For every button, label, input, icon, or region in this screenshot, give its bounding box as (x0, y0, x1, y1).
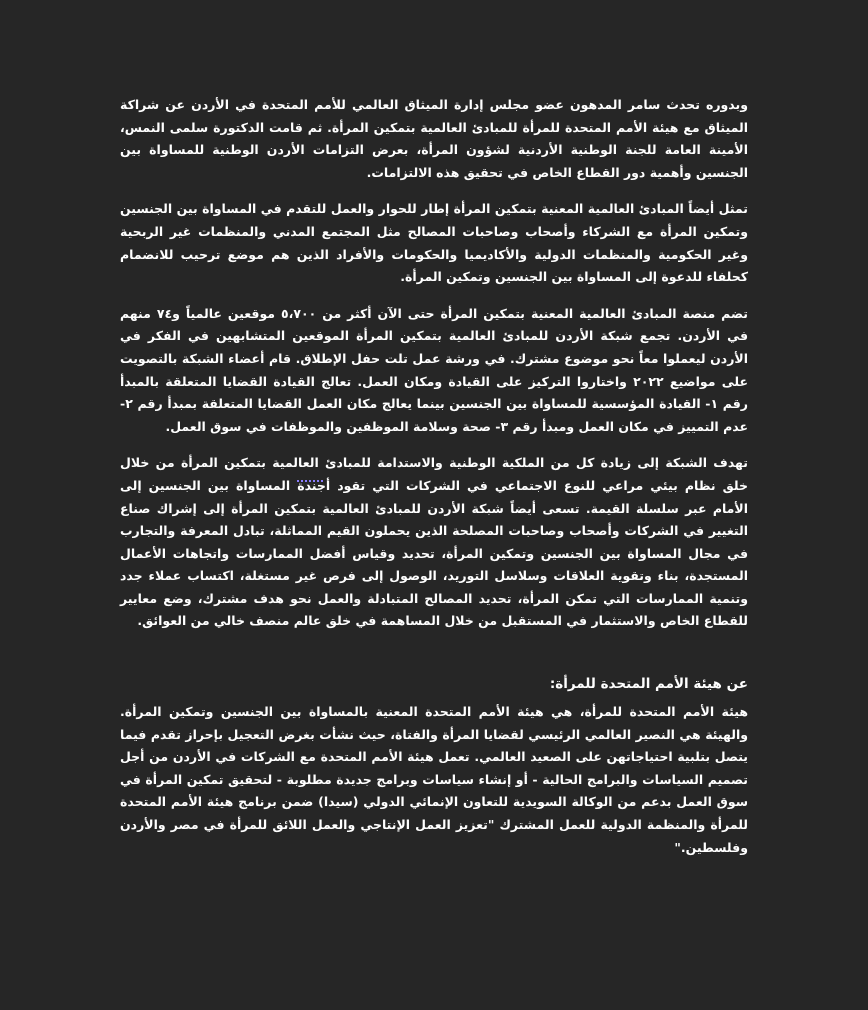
about-heading: عن هيئة الأمم المتحدة للمرأة: (549, 676, 748, 693)
section-spacer (120, 633, 748, 673)
paragraph-network-goals-end: المساواة بين الجنسين إلى الأمام عبر سلسلة القيمة. تسعى أيضاً شبكة الأردن للمبادئ العالمية بتمكين المرأة إلى إشراك صناع التغيير في الشركات وأصحاب وصاحبات المصلحة الذين يحملون القيم المماثلة، تبادل المعرفة والتجارب في مجال المساواة بين الجنسين وتمكين المرأة، تحديد وقياس أفضل الممارسات واتجاهات الأعمال المستجدة، بناء وتقوية العلاقات وسلاسل التوريد، الوصول إلى فرص غير مستغلة، اكتساب عملاء جدد وتنمية الممارسات التي تمكن المرأة، تحديد المصالح المتبادلة والعمل نحو هدف مشترك، وضع معايير للقطاع الخاص والاستثمار في المستقبل من خلال المساهمة في خلق عالم منصف خالي من العوائق. (120, 477, 748, 629)
about-paragraph: هيئة الأمم المتحدة للمرأة، هي هيئة الأمم المتحدة المعنية بالمساواة بين الجنسين وتمكين المرأة. والهيئة هي النصير العالمي الرئيسي لقضايا المرأة والفتاة، حيث نشأت بغرض التعجيل بإحراز تقدم فيما يتصل بتلبية احتياجاتهن على الصعيد العالمي. تعمل هيئة الأمم المتحدة مع الشركات في الأردن من أجل تصميم السياسات والبرامج الحالية - أو إنشاء سياسات وبرامج جديدة مطلوبة - لتحقيق تمكين المرأة في سوق العمل بدعم من الوكالة السويدية للتعاون الإنمائي الدولي (سيدا) ضمن برنامج هيئة الأمم المتحدة للمرأة والمنظمة الدولية للعمل المشترك "تعزيز العمل الإنتاجي والعمل اللائق للمرأة في مصر والأردن وفلسطين." (120, 704, 748, 855)
paragraph-speakers: وبدوره تحدث سامر المدهون عضو مجلس إدارة الميثاق العالمي للأمم المتحدة في الأردن عن شراكة الميثاق مع هيئة الأمم المتحدة للمرأة للمبادئ العالمية بتمكين المرأة. ثم قامت الدكتورة سلمى النمس، الأمينة العامة للجنة الوطنية الأردنية لشؤون المرأة، بعرض التزامات الأردن الوطنية للمساواة بين الجنسين وأهمية دور القطاع الخاص في تحقيق هذه الالتزامات. (120, 97, 748, 180)
paragraph-network-goals (120, 452, 748, 633)
spellcheck-marked-word[interactable]: أجندة (297, 477, 331, 493)
paragraph-platform-stats: تضم منصة المبادئ العالمية المعنية بتمكين المرأة حتى الآن أكثر من ٥،٧٠٠ موقعين عالمياً و٧٤ منهم في الأردن. تجمع شبكة الأردن للمبادئ العالمية بتمكين المرأة الموقعين المتشابهين في الفكر في الأردن ليعملوا معاً نحو موضوع مشترك. في ورشة عمل تلت حفل الإطلاق. قام أعضاء الشبكة بالتصويت على مواضيع ٢٠٢٢ واختاروا التركيز على القيادة ومكان العمل. تعالج القيادة القضايا المتعلقة بالمبدأ رقم ١- القيادة المؤسسية للمساواة بين الجنسين بينما يعالج مكان العمل القضايا المتعلقة بمبدأ رقم ٢- عدم التمييز في مكان العمل ومبدأ رقم ٣- صحة وسلامة الموظفين والموظفات في سوق العمل. (120, 305, 748, 434)
paragraph-network-goals-start: تهدف الشبكة إلى زيادة كل من الملكية الوطنية والاستدامة للمبادئ العالمية بتمكين المرأة من خلال خلق نظام بيئي مراعي للنوع الاجتماعي في الشركات التي تقود (120, 455, 748, 493)
paragraph-weps-framework: تمثل أيضاً المبادئ العالمية المعنية بتمكين المرأة إطار للحوار والعمل للتقدم في المساواة بين الجنسين وتمكين المرأة مع الشركاء وأصحاب وصاحبات المصالح مثل المجتمع المدني والمنظمات غير الربحية وغير الحكومية والمنظمات الدولية والأكاديميا والحكومات والأفراد الذين هم موضع ترحيب للانضمام كحلفاء للدعوة إلى المساواة بين الجنسين وتمكين المرأة. (120, 201, 748, 285)
